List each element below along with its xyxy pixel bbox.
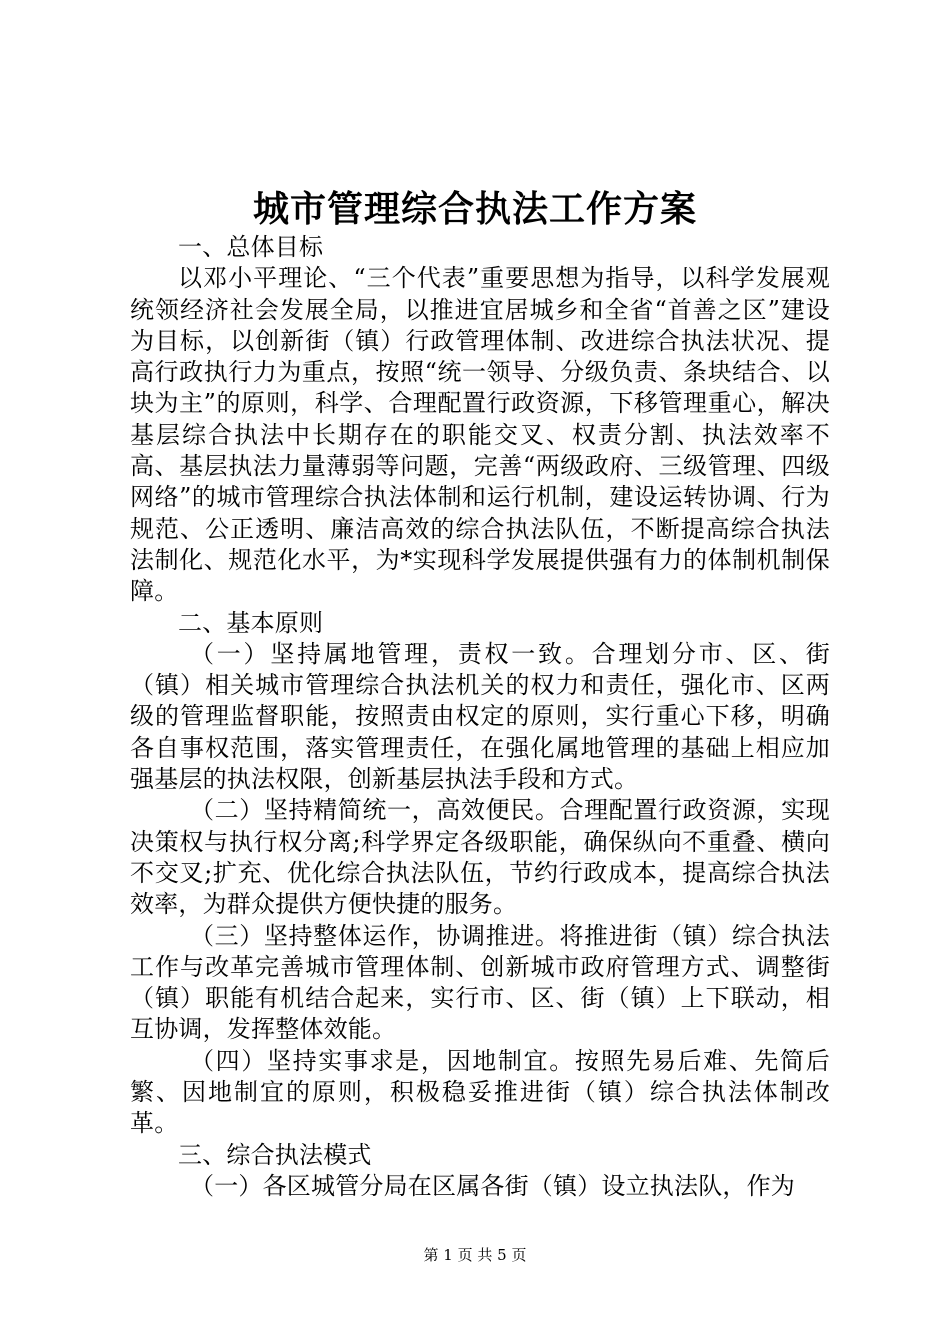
- page-footer: 第 1 页 共 5 页: [423, 1246, 527, 1264]
- paragraph-principle-4: （四）坚持实事求是，因地制宜。按照先易后难、先简后繁、因地制宜的原则，积极稳妥推进街（镇）综合执法体制改革。: [130, 1046, 830, 1138]
- paragraph-principle-1: （一）坚持属地管理，责权一致。合理划分市、区、街（镇）相关城市管理综合执法机关的权力和责任，强化市、区两级的管理监督职能，按照责由权定的原则，实行重心下移，明确各自事权范围，落实管理责任，在强化属地管理的基础上相应加强基层的执法权限，创新基层执法手段和方式。: [130, 639, 830, 794]
- section-heading-1: 一、总体目标: [178, 233, 324, 261]
- section-heading-3: 三、综合执法模式: [178, 1140, 372, 1169]
- paragraph-principle-3: （三）坚持整体运作，协调推进。将推进街（镇）综合执法工作与改革完善城市管理体制、创新城市政府管理方式、调整街（镇）职能有机结合起来，实行市、区、街（镇）上下联动，相互协调，发挥整体效能。: [130, 921, 830, 1044]
- paragraph-mode-1: （一）各区城管分局在区属各街（镇）设立执法队，作为: [190, 1171, 795, 1200]
- document-body: [130, 232, 830, 1202]
- section-heading-2: 二、基本原则: [178, 608, 324, 637]
- paragraph-principle-2: （二）坚持精简统一，高效便民。合理配置行政资源，实现决策权与执行权分离;科学界定各级职能，确保纵向不重叠、横向不交叉;扩充、优化综合执法队伍，节约行政成本，提高综合执法效率，为群众提供方便快捷的服务。: [130, 796, 830, 919]
- paragraph-overall-goal: 以邓小平理论、“三个代表”重要思想为指导，以科学发展观统领经济社会发展全局，以推进宜居城乡和全省“首善之区”建设为目标，以创新街（镇）行政管理体制、改进综合执法状况、提高行政执行力为重点，按照“统一领导、分级负责、条块结合、以块为主”的原则，科学、合理配置行政资源，下移管理重心，解决基层综合执法中长期存在的职能交叉、权责分割、执法效率不高、基层执法力量薄弱等问题，完善“两级政府、三级管理、四级网络”的城市管理综合执法体制和运行机制，建设运转协调、行为规范、公正透明、廉洁高效的综合执法队伍，不断提高综合执法法制化、规范化水平，为*实现科学发展提供强有力的体制机制保障。: [130, 264, 830, 606]
- document-title: 城市管理综合执法工作方案: [252, 188, 697, 230]
